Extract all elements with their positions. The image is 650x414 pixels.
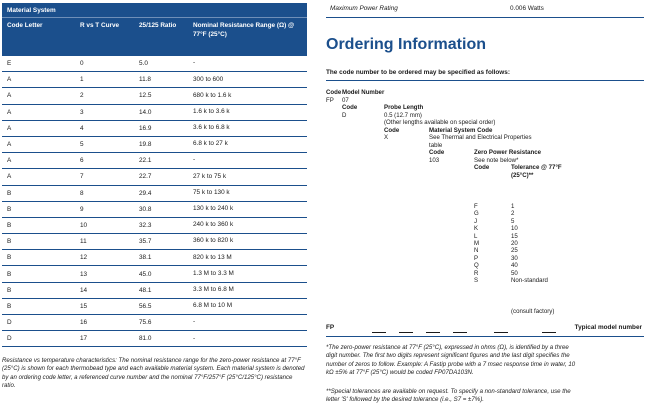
tolerance-code: P	[474, 254, 479, 262]
table-body	[2, 56, 307, 347]
probe-length-code: D	[342, 111, 347, 119]
cell-resistance-range: 360 k to 820 k	[193, 237, 234, 245]
cell-rt-curve: 10	[80, 221, 88, 229]
material-system-code-label: Material System Code	[429, 126, 493, 134]
tolerance-code: R	[474, 269, 479, 277]
cell-rt-curve: 16	[80, 319, 88, 327]
resistance-footnote: Resistance vs temperature characteristics: The nominal resistance range for the zero-power resistance at 77°F (25°C) is shown for each thermobead type and each available material system. Each material system is denoted by an ordering code letter, a referenced curve number and the nominal 77°F/257°F (25°C/125°C) resistance ratio.	[2, 357, 305, 389]
column-header-ratio: 25/125 Ratio	[139, 22, 177, 29]
cell-code-letter: B	[7, 302, 12, 310]
cell-resistance-range: -	[193, 156, 196, 164]
cell-ratio: 81.0	[139, 335, 152, 343]
cell-ratio: 56.5	[139, 302, 152, 310]
cell-resistance-range: 820 k to 13 M	[193, 253, 232, 261]
table-row	[2, 202, 307, 218]
tolerance-code: G	[474, 210, 479, 218]
table-row	[2, 121, 307, 137]
tolerance-value: 10	[511, 225, 518, 233]
table-row	[2, 266, 307, 282]
resistance-note-line: kΩ ±5% at 77°F (25°C) would be coded FP07DA103N.	[326, 368, 474, 376]
material-system-table	[2, 3, 307, 347]
tolerance-row	[474, 210, 548, 217]
probe-length-label: Probe Length	[384, 104, 424, 111]
cell-ratio: 22.1	[139, 157, 152, 165]
table-row	[2, 250, 307, 266]
material-note-2: table	[429, 141, 443, 149]
tolerance-code: Q	[474, 262, 479, 270]
tolerance-value: 1	[511, 203, 515, 210]
cell-rt-curve: 0	[80, 60, 84, 68]
cell-ratio: 22.7	[139, 173, 152, 181]
blank-tolerance	[494, 332, 508, 333]
model-number-label: Model Number	[342, 89, 385, 96]
cell-ratio: 30.8	[139, 205, 152, 213]
tolerance-value: 30	[511, 254, 518, 262]
cell-code-letter: D	[7, 319, 12, 327]
column-header-rt-curve: R vs T Curve	[80, 22, 120, 29]
tolerance-row	[474, 233, 548, 240]
cell-rt-curve: 3	[80, 108, 84, 116]
cell-code-letter: B	[7, 238, 12, 246]
table-row	[2, 186, 307, 202]
cell-rt-curve: 14	[80, 286, 88, 294]
tolerance-row	[474, 225, 548, 232]
cell-ratio: 5.0	[139, 60, 148, 68]
table-row	[2, 105, 307, 121]
cell-code-letter: B	[7, 254, 12, 262]
zpr-label: Zero Power Resistance	[474, 149, 542, 156]
cell-resistance-range: -	[193, 318, 196, 326]
power-rating-label: Maximum Power Rating	[330, 5, 398, 12]
cell-ratio: 75.6	[139, 319, 152, 327]
tolerance-code: N	[474, 247, 479, 255]
ordering-heading: Ordering Information	[326, 36, 486, 53]
table-header	[2, 3, 307, 56]
tolerance-row	[474, 255, 548, 262]
table-row	[2, 234, 307, 250]
cell-code-letter: B	[7, 286, 12, 294]
cell-rt-curve: 7	[80, 173, 84, 181]
cell-resistance-range: 300 to 600	[193, 75, 224, 83]
code-label: Code	[326, 89, 342, 96]
tolerance-code: L	[474, 232, 478, 240]
resistance-note-line: number of zeros to follow. Example: A Fastip probe with a 7 msec response time in water, 10	[326, 360, 576, 368]
cell-code-letter: B	[7, 221, 12, 229]
table-row	[2, 72, 307, 88]
column-header-code-letter: Code Letter	[7, 22, 43, 29]
tolerance-code: S	[474, 277, 479, 285]
cell-code-letter: B	[7, 205, 12, 213]
cell-code-letter: B	[7, 270, 12, 278]
cell-resistance-range: 75 k to 130 k	[193, 188, 230, 196]
cell-code-letter: A	[7, 108, 12, 116]
cell-rt-curve: 6	[80, 157, 84, 165]
table-row	[2, 56, 307, 72]
cell-rt-curve: 4	[80, 124, 84, 132]
cell-code-letter: A	[7, 76, 12, 84]
column-header-resistance-range: Nominal Resistance Range (Ω) @ 77°F (25°C)	[193, 22, 295, 38]
cell-resistance-range: 27 k to 75 k	[193, 172, 227, 180]
blank-material	[426, 332, 440, 333]
cell-resistance-range: 3.3 M to 6.8 M	[193, 285, 234, 293]
table-row	[2, 169, 307, 185]
tolerance-note-line: letter 'S' followed by the desired tolerance (i.e., S7 = ±7%).	[326, 396, 484, 404]
cell-code-letter: E	[7, 60, 12, 68]
tolerance-row	[474, 270, 548, 277]
table-row	[2, 331, 307, 347]
table-row	[2, 88, 307, 104]
material-code: X	[384, 134, 389, 141]
tolerance-value: 2	[511, 210, 515, 218]
tolerance-list	[474, 203, 548, 284]
cell-ratio: 48.1	[139, 286, 152, 294]
probe-length-note: (Other lengths available on special order)	[384, 119, 496, 126]
tolerance-consult: (consult factory)	[511, 308, 555, 315]
resistance-note	[326, 344, 644, 377]
tolerance-row	[474, 277, 548, 284]
tolerance-note	[326, 388, 644, 405]
material-note-1: See Thermal and Electrical Properties	[429, 134, 532, 141]
tolerance-row	[474, 203, 548, 210]
model-number-value: 07	[342, 96, 349, 104]
cell-rt-curve: 2	[80, 92, 84, 100]
blank-extra	[542, 332, 556, 333]
cell-ratio: 16.9	[139, 124, 152, 132]
power-rating-value: 0.006 Watts	[510, 5, 544, 12]
zpr-code: 103	[429, 156, 440, 164]
cell-resistance-range: 680 k to 1.6 k	[193, 91, 232, 99]
table-row	[2, 137, 307, 153]
zpr-note: See note below*	[474, 156, 519, 164]
tolerance-value: Non-standard	[511, 277, 548, 285]
cell-rt-curve: 8	[80, 189, 84, 197]
table-row	[2, 283, 307, 299]
tolerance-row	[474, 240, 548, 247]
typical-model-line	[326, 324, 644, 337]
blank-probe-length	[399, 332, 413, 333]
resistance-note-line: *The zero-power resistance at 77°F (25°C), expressed in ohms (Ω), is identified by a three	[326, 344, 569, 351]
cell-code-letter: B	[7, 189, 12, 197]
cell-ratio: 29.4	[139, 189, 152, 197]
cell-rt-curve: 1	[80, 76, 84, 84]
cell-rt-curve: 9	[80, 205, 84, 213]
cell-code-letter: A	[7, 157, 12, 165]
cell-resistance-range: -	[193, 59, 196, 67]
cell-rt-curve: 15	[80, 302, 88, 310]
tolerance-label-unit: (25°C)**	[511, 171, 534, 179]
cell-ratio: 14.0	[139, 108, 152, 116]
tolerance-code: J	[474, 217, 478, 225]
cell-rt-curve: 13	[80, 270, 88, 278]
cell-ratio: 11.8	[139, 76, 151, 84]
cell-code-letter: A	[7, 92, 12, 100]
ordering-intro: The code number to be ordered may be specified as follows:	[326, 69, 644, 81]
tolerance-label: Tolerance @ 77°F	[511, 164, 562, 171]
table-row	[2, 315, 307, 331]
table-row	[2, 153, 307, 169]
tolerance-value: 40	[511, 262, 518, 270]
code-fp: FP	[326, 96, 334, 104]
tolerance-row	[474, 247, 548, 254]
cell-ratio: 45.0	[139, 270, 152, 278]
blank-resistance	[453, 332, 467, 333]
cell-code-letter: A	[7, 124, 12, 132]
cell-rt-curve: 12	[80, 254, 88, 262]
cell-rt-curve: 17	[80, 335, 88, 343]
ordering-panel	[326, 0, 644, 404]
cell-resistance-range: 6.8 M to 10 M	[193, 302, 233, 310]
tolerance-row	[474, 262, 548, 269]
tolerance-value: 25	[511, 247, 518, 255]
material-system-label: Material System	[2, 3, 307, 18]
material-code-label: Code	[384, 126, 400, 134]
cell-ratio: 32.3	[139, 221, 152, 229]
cell-code-letter: D	[7, 335, 12, 343]
tolerance-value: 5	[511, 217, 515, 225]
fp-prefix: FP	[326, 324, 335, 331]
cell-rt-curve: 5	[80, 141, 84, 149]
power-rating-row	[326, 0, 644, 18]
cell-ratio: 38.1	[139, 254, 152, 262]
zpr-code-label: Code	[429, 149, 445, 156]
cell-ratio: 35.7	[139, 238, 152, 246]
cell-resistance-range: 6.8 k to 27 k	[193, 140, 228, 148]
blank-model	[372, 332, 386, 333]
tolerance-note-line: **Special tolerances are available on request. To specify a non-standard tolerance, use the	[326, 388, 571, 395]
cell-resistance-range: 130 k to 240 k	[193, 205, 234, 213]
cell-code-letter: A	[7, 173, 12, 181]
typical-model-label: Typical model number	[574, 324, 642, 331]
tolerance-code: K	[474, 225, 479, 233]
resistance-note-line: digit number. The first two digits represent significant figures and the last digit specifies the	[326, 352, 570, 360]
tolerance-value: 20	[511, 240, 518, 248]
cell-code-letter: A	[7, 141, 12, 149]
cell-resistance-range: -	[193, 334, 196, 342]
tolerance-code: F	[474, 203, 478, 210]
table-row	[2, 299, 307, 315]
tolerance-value: 50	[511, 269, 518, 277]
table-row	[2, 218, 307, 234]
cell-ratio: 12.5	[139, 92, 152, 100]
cell-resistance-range: 1.3 M to 3.3 M	[193, 269, 234, 277]
tolerance-code-label: Code	[474, 164, 490, 171]
cell-resistance-range: 240 k to 360 k	[193, 221, 234, 229]
tolerance-row	[474, 218, 548, 225]
cell-rt-curve: 11	[80, 238, 87, 246]
tolerance-value: 15	[511, 232, 518, 240]
cell-resistance-range: 1.6 k to 3.6 k	[193, 107, 230, 115]
probe-length-code-label: Code	[342, 104, 358, 111]
probe-length-value: 0.5 (12.7 mm)	[384, 111, 422, 119]
cell-ratio: 19.8	[139, 141, 152, 149]
tolerance-code: M	[474, 240, 480, 248]
cell-resistance-range: 3.6 k to 6.8 k	[193, 124, 230, 132]
